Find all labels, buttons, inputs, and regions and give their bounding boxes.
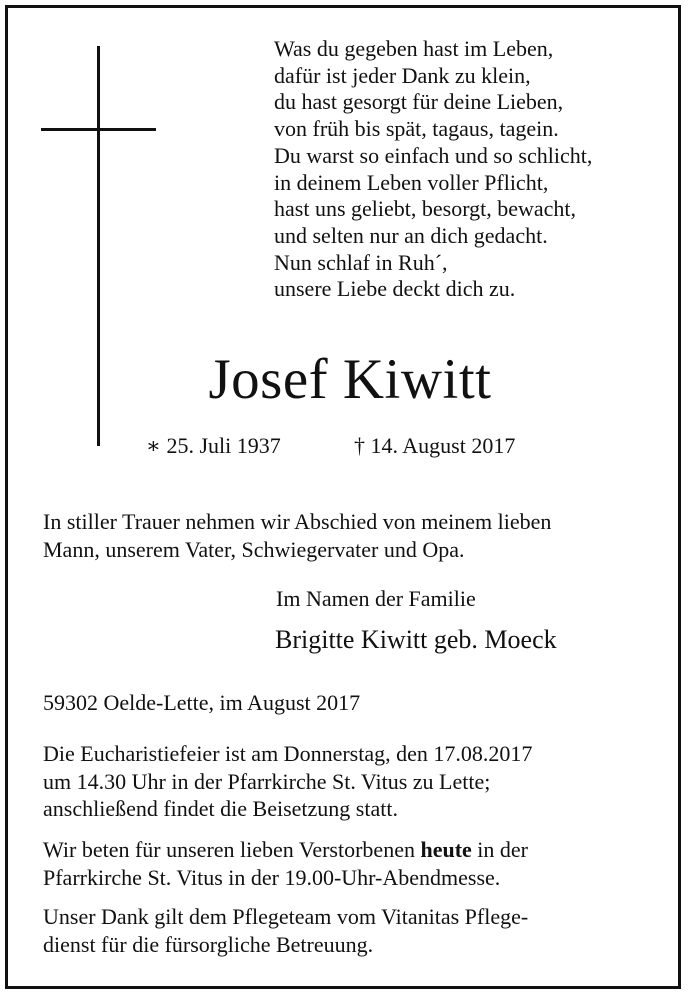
death-date: † 14. August 2017	[354, 433, 516, 458]
birth-date: ∗ 25. Juli 1937	[146, 433, 281, 458]
poem-line: und selten nur an dich gedacht.	[274, 222, 548, 248]
poem-line: in deinem Leben voller Pflicht,	[274, 169, 549, 195]
prayer-line: Pfarrkirche St. Vitus in der 19.00-Uhr-Abendmesse.	[43, 865, 501, 890]
mourning-line: In stiller Trauer nehmen wir Abschied von meinem lieben	[43, 509, 552, 534]
thanks-line: Unser Dank gilt dem Pflegeteam vom Vitanitas Pflege-	[43, 904, 529, 929]
poem-line: von früh bis spät, tagaus, tagein.	[274, 116, 559, 142]
prayer-text-end: in der	[471, 837, 528, 862]
cross-horizontal-bar	[41, 128, 156, 131]
prayer-text	[43, 836, 528, 892]
poem	[274, 36, 592, 303]
poem-line: hast uns geliebt, besorgt, bewacht,	[274, 196, 577, 222]
prayer-text-start: Wir beten für unseren lieben Verstorbenen	[43, 837, 421, 862]
service-line: anschließend findet die Beisetzung statt.	[43, 796, 398, 821]
poem-line: du hast gesorgt für deine Lieben,	[274, 89, 564, 115]
mourning-text	[43, 508, 551, 564]
mourning-line: Mann, unserem Vater, Schwiegervater und Opa.	[43, 537, 465, 562]
poem-line: Du warst so einfach und so schlicht,	[274, 142, 593, 168]
poem-line: unsere Liebe deckt dich zu.	[274, 276, 516, 302]
deceased-name: Josef Kiwitt	[208, 348, 492, 411]
prayer-highlight-today: heute	[420, 837, 472, 862]
thanks-text	[43, 903, 528, 959]
poem-line: Was du gegeben hast im Leben,	[274, 36, 554, 61]
service-line: Die Eucharistiefeier ist am Donnerstag, den 17.08.2017	[43, 741, 533, 766]
thanks-line: dienst für die fürsorgliche Betreuung.	[43, 932, 374, 957]
place-and-date: 59302 Oelde-Lette, im August 2017	[43, 690, 361, 715]
signatory-name: Brigitte Kiwitt geb. Moeck	[275, 625, 557, 654]
on-behalf-label: Im Namen der Familie	[276, 586, 476, 611]
service-line: um 14.30 Uhr in der Pfarrkirche St. Vitus zu Lette;	[43, 768, 491, 794]
prayer-line	[43, 836, 528, 864]
poem-line: Nun schlaf in Ruh´,	[274, 249, 448, 275]
service-text	[43, 740, 532, 823]
poem-line: dafür ist jeder Dank zu klein,	[274, 62, 531, 88]
